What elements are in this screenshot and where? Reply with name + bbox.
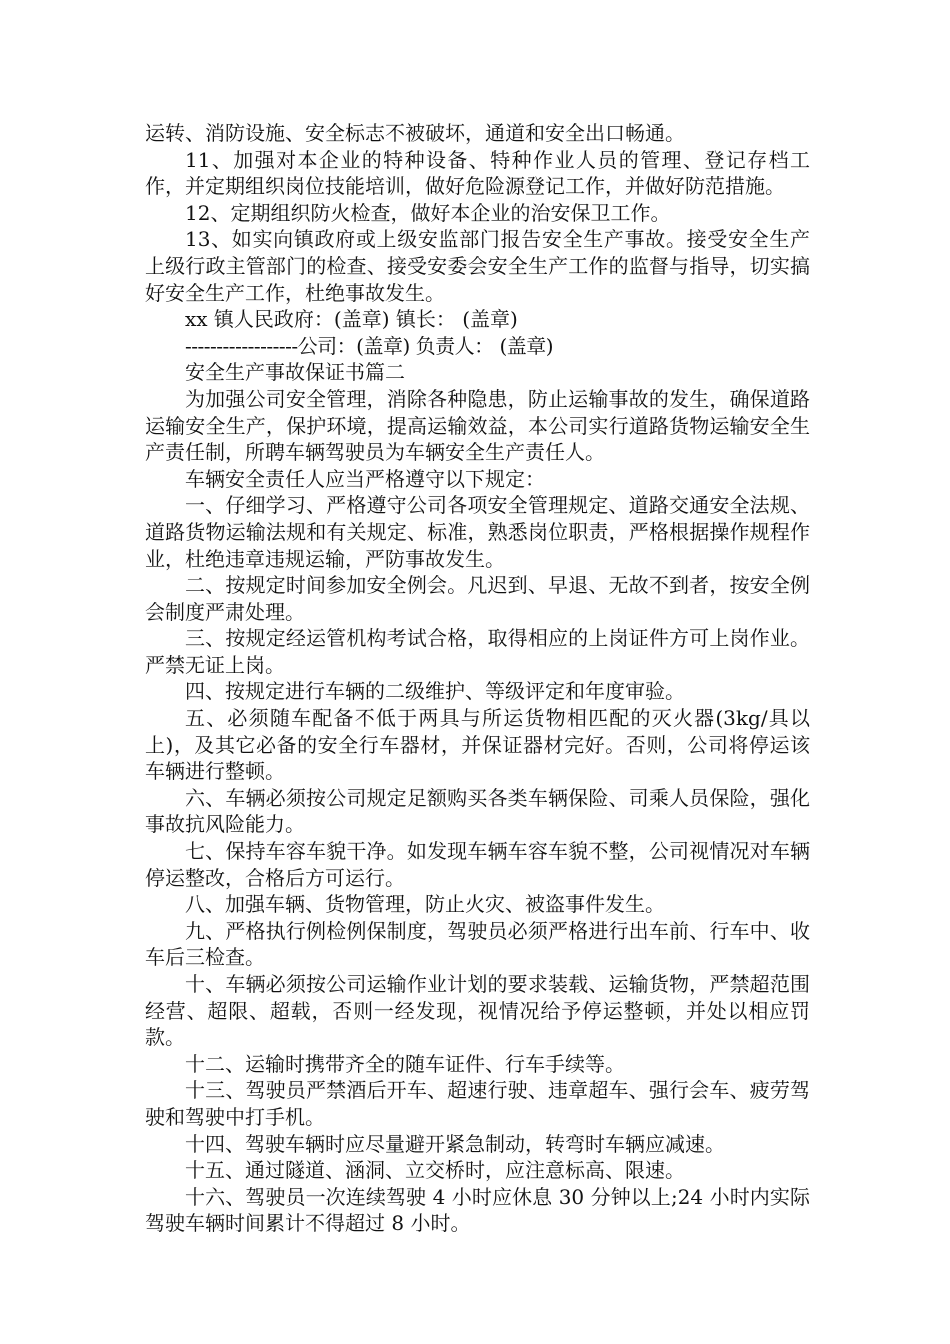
clause-12: 12、定期组织防火检查，做好本企业的治安保卫工作。 (185, 200, 671, 225)
rule-10: 十、车辆必须按公司运输作业计划的要求装载、运输货物，严禁超范围经营、超限、超载，否则一经发现，视情况给予停运整顿，并处以相应罚款。 (145, 972, 810, 1050)
rule-9: 九、严格执行例检例保制度，驾驶员必须严格进行出车前、行车中、收车后三检查。 (145, 918, 810, 970)
section-heading: 安全生产事故保证书篇二 (185, 360, 405, 385)
rule-3: 三、按规定经运管机构考试合格，取得相应的上岗证件方可上岗作业。严禁无证上岗。 (145, 626, 810, 677)
rule-5: 五、必须随车配备不低于两具与所运货物相匹配的灭火器(3kg/具以上)，及其它必备的安全行车器材，并保证器材完好。否则，公司将停运该车辆进行整顿。 (145, 706, 810, 784)
rule-16: 十六、驾驶员一次连续驾驶 4 小时应休息 30 分钟以上;24 小时内实际驾驶车辆时间累计不得超过 8 小时。 (145, 1184, 810, 1236)
rule-15: 十五、通过隧道、涵洞、立交桥时，应注意标高、限速。 (185, 1158, 685, 1183)
rule-12: 十二、运输时携带齐全的随车证件、行车手续等。 (185, 1051, 625, 1076)
clause-13: 13、如实向镇政府或上级安监部门报告安全生产事故。接受安全生产上级行政主管部门的检查、接受安委会安全生产工作的监督与指导，切实搞好安全生产工作，杜绝事故发生。 (145, 227, 810, 305)
intro-paragraph: 为加强公司安全管理，消除各种隐患，防止运输事故的发生，确保道路运输安全生产，保护环境，提高运输效益，本公司实行道路货物运输安全生产责任制，所聘车辆驾驶员为车辆安全生产责任人。 (145, 386, 810, 465)
clause-11: 11、加强对本企业的特种设备、特种作业人员的管理、登记存档工作，并定期组织岗位技能培训，做好危险源登记工作，并做好防范措施。 (145, 147, 810, 199)
rules-lead: 车辆安全责任人应当严格遵守以下规定： (185, 466, 545, 491)
rule-4: 四、按规定进行车辆的二级维护、等级评定和年度审验。 (185, 679, 685, 704)
rule-8: 八、加强车辆、货物管理，防止火灾、被盗事件发生。 (185, 892, 665, 917)
rule-2: 二、按规定时间参加安全例会。凡迟到、早退、无故不到者，按安全例会制度严肃处理。 (145, 573, 810, 624)
signature-government: xx 镇人民政府：(盖章) 镇长： (盖章) (185, 307, 518, 332)
rule-1: 一、仔细学习、严格遵守公司各项安全管理规定、道路交通安全法规、道路货物运输法规和有关规定、标准，熟悉岗位职责，严格根据操作规程作业，杜绝违章违规运输，严防事故发生。 (145, 493, 810, 571)
rule-7: 七、保持车容车貌干净。如发现车辆车容车貌不整，公司视情况对车辆停运整改，合格后方可运行。 (145, 839, 810, 890)
rule-13: 十三、驾驶员严禁酒后开车、超速行驶、违章超车、强行会车、疲劳驾驶和驾驶中打手机。 (145, 1078, 810, 1129)
signature-company: ------------------公司：(盖章) 负责人： (盖章) (185, 333, 554, 358)
document-body (145, 120, 810, 1237)
rule-14: 十四、驾驶车辆时应尽量避开紧急制动，转弯时车辆应减速。 (185, 1131, 725, 1156)
paragraph: 运转、消防设施、安全标志不被破坏，通道和安全出口畅通。 (145, 121, 685, 145)
rule-6: 六、车辆必须按公司规定足额购买各类车辆保险、司乘人员保险，强化事故抗风险能力。 (145, 785, 810, 837)
